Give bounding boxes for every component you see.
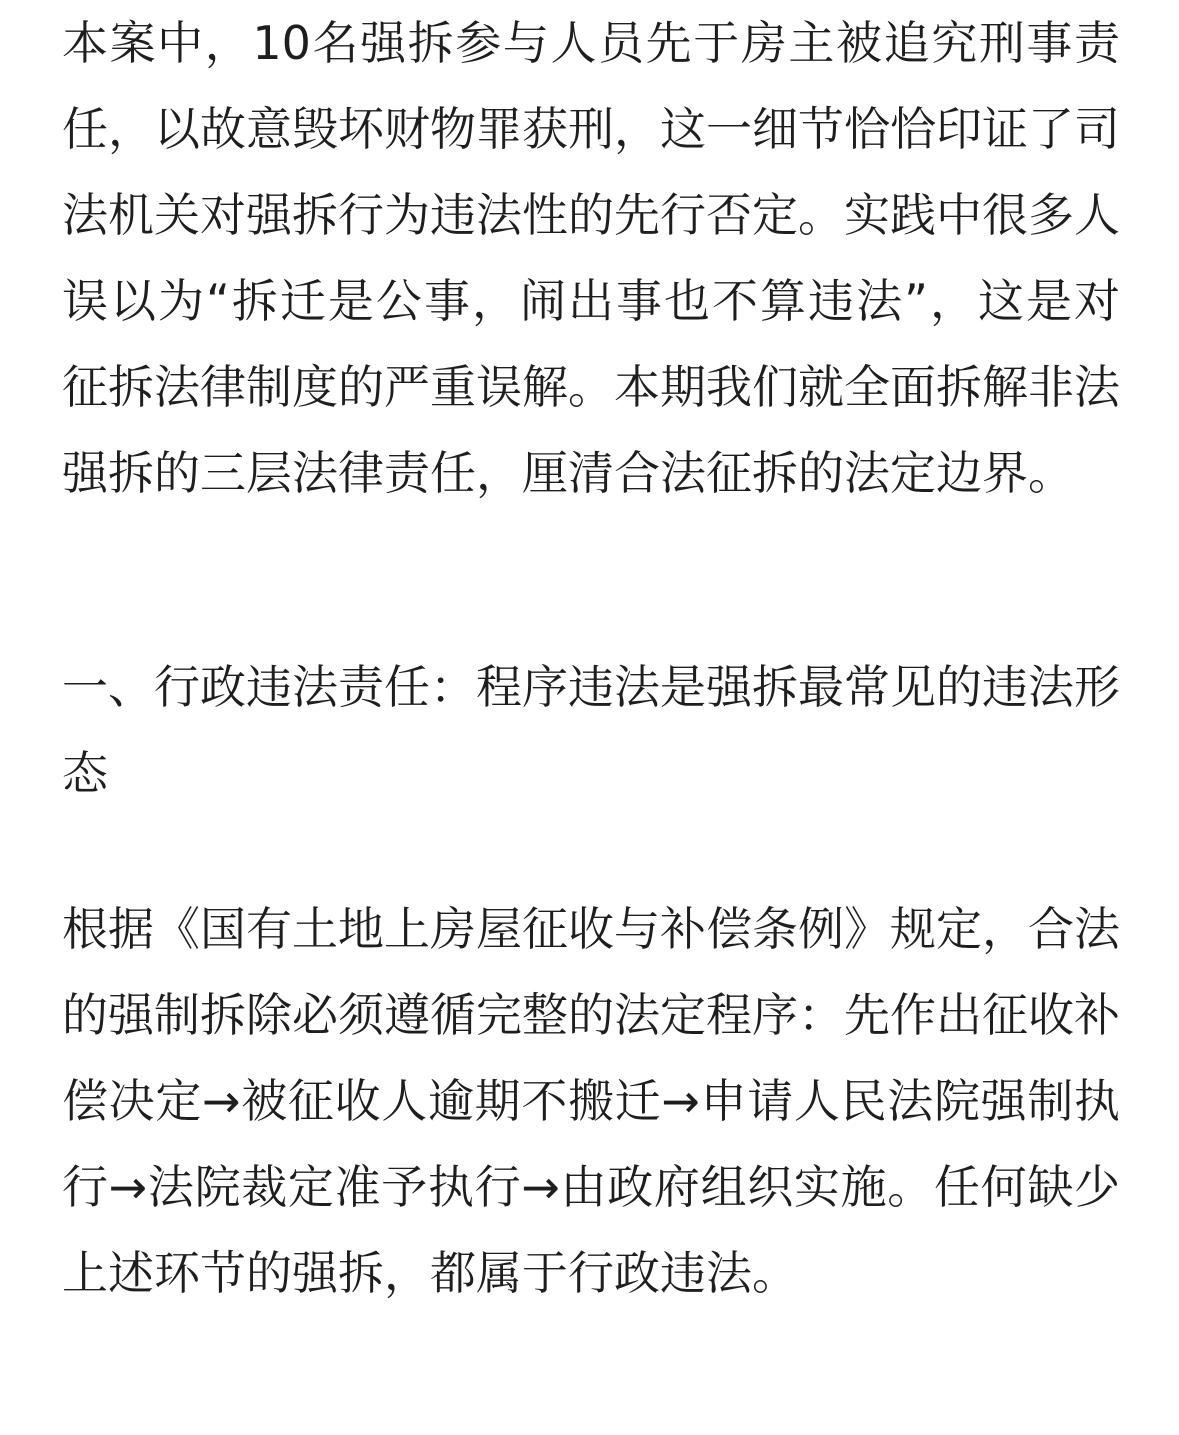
intro-paragraph: 本案中，10名强拆参与人员先于房主被追究刑事责任，以故意毁坏财物罪获刑，这一细节恰恰印证了司法机关对强拆行为违法性的先行否定。实践中很多人误以为“拆迁是公事，闹出事也不算违法”，这是对征拆法律制度的严重误解。本期我们就全面拆解非法强拆的三层法律责任，厘清合法征拆的法定边界。	[62, 16, 1120, 500]
section-heading: 一、行政违法责任：程序违法是强拆最常见的违法形态	[62, 660, 1120, 800]
article-body	[62, 0, 1120, 1316]
section-paragraph: 根据《国有土地上房屋征收与补偿条例》规定，合法的强制拆除必须遵循完整的法定程序：先作出征收补偿决定→被征收人逾期不搬迁→申请人民法院强制执行→法院裁定准予执行→由政府组织实施。任何缺少上述环节的强拆，都属于行政违法。	[62, 902, 1120, 1300]
